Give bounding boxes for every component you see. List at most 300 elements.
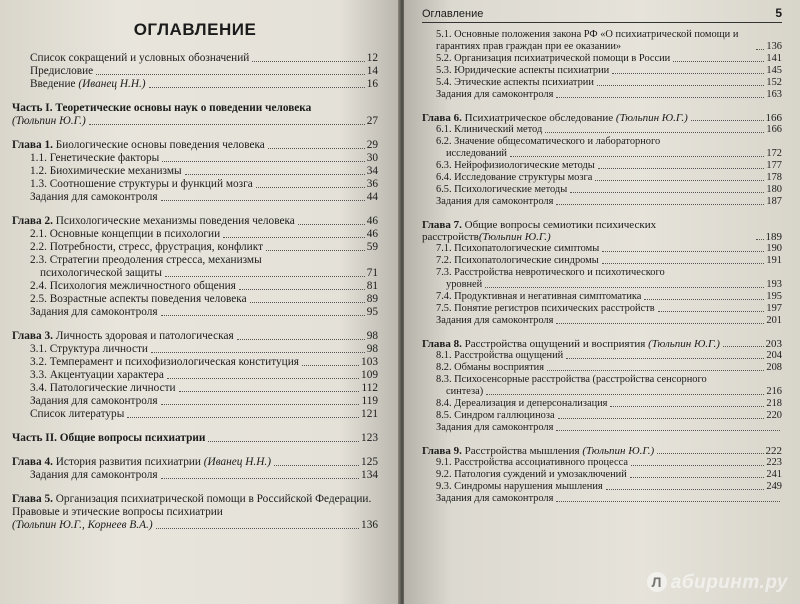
toc-page-number: 14 <box>366 65 378 77</box>
entry-text: Задания для самоконтроля <box>436 196 554 207</box>
toc-entry <box>12 469 378 482</box>
toc-page-number: 180 <box>766 184 782 195</box>
dot-leader <box>691 120 764 121</box>
toc-page-number: 152 <box>766 77 782 88</box>
toc-entry-title <box>30 382 176 395</box>
dot-leader <box>556 97 764 98</box>
dot-leader <box>597 85 764 86</box>
toc-entry-title <box>30 241 263 254</box>
toc-page-number: 222 <box>765 445 782 457</box>
dot-leader <box>237 339 365 340</box>
toc-entry-title <box>436 89 553 101</box>
toc-entry <box>422 398 782 410</box>
dot-leader <box>185 174 365 175</box>
dot-leader <box>161 200 365 201</box>
dot-leader <box>570 192 764 193</box>
running-head-title: Оглавление <box>422 8 484 20</box>
dot-leader <box>179 391 360 392</box>
chapter-label: Глава 7. <box>422 219 462 231</box>
toc-entry-title <box>12 215 295 228</box>
entry-text: 5.2. Организация психиатрической помощи в России <box>436 53 671 64</box>
toc-entry <box>422 219 782 243</box>
toc-entry-title <box>30 191 158 204</box>
toc-entry-title <box>30 152 159 165</box>
dot-leader <box>756 49 764 50</box>
toc-page-number: 119 <box>361 395 378 407</box>
entry-text: 1.1. Генетические факторы <box>30 152 160 164</box>
author-name: (Тюльпин Ю.Г.) <box>12 115 86 127</box>
chapter-title: Расстройства ощущений и восприятия <box>461 338 649 350</box>
toc-entry <box>422 172 782 184</box>
toc-entry-title <box>436 410 555 422</box>
labirint-watermark <box>647 572 788 594</box>
toc-entry-title <box>30 356 299 369</box>
chapter-title: Психологические механизмы поведения человека <box>52 215 295 227</box>
chapter-title: Личность здоровая и патологическая <box>52 330 234 342</box>
entry-text: 7.3. Расстройства невротического и психотического <box>436 267 665 278</box>
dot-leader <box>644 299 764 300</box>
toc-entry <box>422 112 782 124</box>
toc-page-number: 136 <box>361 519 378 531</box>
toc-entry-title <box>436 29 753 53</box>
chapter-title: Биологические основы поведения человека <box>52 139 265 151</box>
toc-page-number: 98 <box>366 330 378 342</box>
toc-entry-title <box>436 196 553 208</box>
toc-entry-title <box>30 178 253 191</box>
toc-entry <box>12 306 378 319</box>
page-number: 5 <box>775 6 782 20</box>
toc-page-number: 95 <box>366 306 378 318</box>
toc-entry <box>12 178 378 191</box>
entry-text: Список сокращений и условных обозначений <box>30 52 250 64</box>
entry-text: Задания для самоконтроля <box>30 306 158 318</box>
toc-entry <box>422 160 782 172</box>
toc-page-number: 27 <box>366 115 378 127</box>
toc-entry <box>12 369 378 382</box>
dot-leader <box>556 430 780 431</box>
toc-page-number: 172 <box>766 148 782 159</box>
toc-page-number: 134 <box>361 469 378 481</box>
dot-leader <box>485 287 764 288</box>
toc-entry <box>12 293 378 306</box>
toc-entry-title <box>422 445 654 457</box>
dot-leader <box>252 61 364 62</box>
author-name: (Тюльпин Ю.Г.) <box>478 231 551 243</box>
dot-leader <box>256 187 365 188</box>
dot-leader <box>156 528 359 529</box>
toc-page-number: 178 <box>766 172 782 183</box>
toc-entry-title <box>436 303 655 315</box>
toc-entry <box>422 303 782 315</box>
entry-text: 2.3. Стратегии преодоления стресса, механизмы <box>30 254 262 266</box>
toc-entry-title <box>12 139 265 152</box>
dot-leader <box>630 477 765 478</box>
toc-entry <box>422 315 782 327</box>
toc-entry <box>12 241 378 254</box>
toc-entry-title <box>436 53 670 65</box>
toc-entry-title <box>436 136 660 148</box>
toc-entry-title <box>12 115 86 128</box>
dot-leader <box>223 237 365 238</box>
dot-leader <box>756 239 764 240</box>
toc-entry-title <box>436 184 567 196</box>
toc-entry-title <box>436 422 553 434</box>
entry-text: 3.3. Акцентуации характера <box>30 369 164 381</box>
chapter-label: Глава 2. <box>12 215 53 227</box>
entry-text: 9.3. Синдромы нарушения мышления <box>436 481 603 492</box>
toc-entry-line <box>12 254 378 267</box>
toc-entry <box>12 356 378 369</box>
toc-entry-title <box>446 386 483 398</box>
entry-text: 3.1. Структура личности <box>30 343 148 355</box>
chapter-title: Организация психиатрической помощи в Российской Федерации. Правовые и этические вопросы психиатрии <box>12 493 372 518</box>
toc-entry-title <box>436 374 707 386</box>
entry-text: 8.3. Психосенсорные расстройства (расстройства сенсорного <box>436 374 707 385</box>
entry-continuation: психологической защиты <box>40 267 162 279</box>
toc-title: ОГЛАВЛЕНИЕ <box>133 20 257 39</box>
chapter-label: Глава 6. <box>422 112 462 124</box>
toc-page-number: 197 <box>766 303 782 314</box>
toc-entry <box>12 215 378 228</box>
toc-page-number: 208 <box>766 362 782 373</box>
toc-entry <box>12 280 378 293</box>
author-name: (Иванец Н.Н.) <box>203 456 271 468</box>
dot-leader <box>545 132 764 133</box>
toc-entry <box>422 422 782 434</box>
entry-text: 5.4. Этические аспекты психиатрии <box>436 77 594 88</box>
entry-text: Задания для самоконтроля <box>436 422 554 433</box>
toc-page-number: 216 <box>766 386 782 397</box>
entry-text: 6.2. Значение общесоматического и лабораторного <box>436 136 661 147</box>
toc-page-number: 30 <box>366 152 378 164</box>
toc-list-left <box>12 52 378 532</box>
toc-page-number: 46 <box>366 228 378 240</box>
chapter-label: Глава 3. <box>12 330 53 342</box>
toc-entry <box>12 115 378 128</box>
toc-entry-title <box>436 469 627 481</box>
entry-text: 2.4. Психология межличностного общения <box>30 280 236 292</box>
dot-leader <box>151 352 365 353</box>
entry-text: 9.1. Расстройства ассоциативного процесса <box>436 457 628 468</box>
toc-entry-title <box>436 160 595 172</box>
toc-page-number: 191 <box>766 255 782 266</box>
toc-page-number: 177 <box>766 160 782 171</box>
toc-page-number: 44 <box>366 191 378 203</box>
toc-entry-title <box>30 408 124 421</box>
toc-entry <box>422 291 782 303</box>
toc-entry <box>12 191 378 204</box>
toc-entry-title <box>30 306 158 319</box>
toc-page-number: 166 <box>766 124 782 135</box>
toc-entry <box>422 196 782 208</box>
toc-entry-title <box>436 362 544 374</box>
toc-entry <box>422 77 782 89</box>
dot-leader <box>673 61 764 62</box>
toc-entry <box>12 165 378 178</box>
toc-entry-title <box>30 280 236 293</box>
toc-entry-title <box>436 398 607 410</box>
toc-entry <box>422 410 782 422</box>
toc-entry <box>422 65 782 77</box>
dot-leader <box>595 180 764 181</box>
dot-leader <box>602 251 764 252</box>
toc-entry <box>12 152 378 165</box>
toc-entry <box>422 243 782 255</box>
toc-entry-title <box>436 481 603 493</box>
toc-entry-title <box>30 165 182 178</box>
dot-leader <box>510 156 764 157</box>
toc-page-number: 136 <box>766 41 782 52</box>
dot-leader <box>165 276 365 277</box>
toc-page-number: 29 <box>366 139 378 151</box>
toc-entry-title <box>30 254 262 267</box>
entry-text: 3.4. Патологические личности <box>30 382 176 394</box>
entry-text: 7.1. Психопатологические симптомы <box>436 243 600 254</box>
toc-entry-title <box>12 519 153 532</box>
toc-entry-title <box>436 350 563 362</box>
entry-text: 6.4. Исследование структуры мозга <box>436 172 593 183</box>
toc-entry <box>422 362 782 374</box>
dot-leader <box>149 87 365 88</box>
toc-entry-title <box>422 219 753 243</box>
dot-leader <box>161 315 365 316</box>
toc-entry <box>422 279 782 291</box>
dot-leader <box>566 358 764 359</box>
toc-page-number: 241 <box>766 469 782 480</box>
toc-entry <box>422 148 782 160</box>
toc-page-number: 220 <box>766 410 782 421</box>
running-head <box>422 6 782 23</box>
author-name: (Тюльпин Ю.Г.) <box>648 338 720 350</box>
chapter-title: Психиатрическое обследование <box>461 112 616 124</box>
toc-page-number: 193 <box>766 279 782 290</box>
toc-entry <box>12 267 378 280</box>
toc-page-number: 81 <box>366 280 378 292</box>
toc-entry <box>12 456 378 469</box>
toc-page-number: 141 <box>766 53 782 64</box>
dot-leader <box>602 263 765 264</box>
toc-entry <box>12 519 378 532</box>
toc-entry <box>12 228 378 241</box>
toc-entry-title <box>446 148 507 160</box>
toc-page-number: 189 <box>765 231 782 243</box>
toc-page-number: 203 <box>765 338 782 350</box>
toc-entry-title <box>436 291 641 303</box>
toc-entry-title <box>436 172 592 184</box>
part-title: Часть I. Теоретические основы наук о поведении человека <box>12 102 312 114</box>
toc-page-number: 16 <box>366 78 378 90</box>
dot-leader <box>556 204 764 205</box>
toc-entry <box>12 343 378 356</box>
author-name: (Тюльпин Ю.Г., Корнеев В.А.) <box>12 519 153 531</box>
toc-entry-title <box>30 469 158 482</box>
toc-entry <box>422 481 782 493</box>
toc-entry-title <box>436 65 609 77</box>
entry-text: 5.3. Юридические аспекты психиатрии <box>436 65 610 76</box>
dot-leader <box>167 378 359 379</box>
dot-leader <box>598 168 765 169</box>
toc-entry-title <box>12 456 271 469</box>
toc-entry-title <box>436 77 594 89</box>
dot-leader <box>486 394 764 395</box>
chapter-title: Общие вопросы семиотики психических расстройств <box>422 219 657 243</box>
entry-text: Задания для самоконтроля <box>436 493 554 504</box>
toc-entry-title <box>30 78 146 91</box>
toc-entry-title <box>30 228 220 241</box>
toc-entry-title <box>436 493 553 505</box>
toc-part-heading <box>12 102 378 115</box>
entry-text: 9.2. Патология суждений и умозаключений <box>436 469 627 480</box>
right-page <box>404 0 800 604</box>
entry-text: 6.1. Клинический метод <box>436 124 543 135</box>
toc-page-number: 112 <box>361 382 378 394</box>
toc-entry <box>12 78 378 91</box>
toc-entry-title <box>30 52 249 65</box>
chapter-label: Глава 5. <box>12 493 53 505</box>
toc-entry-title <box>422 338 720 350</box>
dot-leader <box>89 124 365 125</box>
toc-page-number: 125 <box>361 456 378 468</box>
entry-text: 5.1. Основные положения закона РФ «О психиатрической помощи и гарантиях прав граждан при ее оказании» <box>436 29 739 52</box>
toc-chapter-heading <box>12 493 378 519</box>
toc-entry-title <box>30 65 93 78</box>
part-title: Часть II. Общие вопросы психиатрии <box>12 432 206 444</box>
author-name: (Тюльпин Ю.Г.) <box>615 112 688 124</box>
toc-entry-title <box>436 457 628 469</box>
dot-leader <box>268 148 365 149</box>
dot-leader <box>161 404 360 405</box>
toc-entry <box>422 338 782 350</box>
entry-text: 1.3. Соотношение структуры и функций мозга <box>30 178 253 190</box>
toc-list-right <box>422 29 782 505</box>
toc-page-number: 121 <box>361 408 378 420</box>
toc-page-number: 190 <box>766 243 782 254</box>
toc-entry-title <box>436 255 599 267</box>
entry-text: Задания для самоконтроля <box>30 469 158 481</box>
toc-entry-title <box>30 293 247 306</box>
labirint-logo-icon: Л <box>647 572 667 592</box>
toc-entry <box>12 52 378 65</box>
toc-entry <box>422 89 782 101</box>
toc-entry-line <box>422 267 782 279</box>
entry-text: 7.4. Продуктивная и негативная симптоматика <box>436 291 642 302</box>
dot-leader <box>556 501 780 502</box>
toc-page-number: 109 <box>361 369 378 381</box>
toc-entry-title <box>436 315 553 327</box>
dot-leader <box>610 406 764 407</box>
dot-leader <box>127 417 359 418</box>
entry-text: 2.2. Потребности, стресс, фрустрация, конфликт <box>30 241 264 253</box>
dot-leader <box>274 465 359 466</box>
toc-entry-title <box>446 279 482 291</box>
toc-entry-title <box>40 267 162 280</box>
toc-entry <box>12 139 378 152</box>
toc-page-number: 103 <box>361 356 378 368</box>
entry-continuation: синтеза) <box>446 386 484 397</box>
author-name: (Иванец Н.Н.) <box>78 78 146 90</box>
toc-entry-title <box>12 330 234 343</box>
toc-page-number: 166 <box>765 112 782 124</box>
toc-entry-line <box>422 136 782 148</box>
toc-entry <box>422 493 782 505</box>
toc-page-number: 98 <box>366 343 378 355</box>
watermark-text: абиринт.ру <box>670 572 788 593</box>
dot-leader <box>239 289 365 290</box>
entry-text: 2.5. Возрастные аспекты поведения человека <box>30 293 247 305</box>
chapter-label: Глава 1. <box>12 139 53 151</box>
dot-leader <box>657 453 763 454</box>
entry-text: 6.3. Нейрофизиологические методы <box>436 160 595 171</box>
toc-page-number: 163 <box>766 89 782 100</box>
entry-continuation: исследований <box>446 148 507 159</box>
entry-text: 7.2. Психопатологические синдромы <box>436 255 599 266</box>
toc-entry-title <box>436 267 665 279</box>
entry-continuation: уровней <box>446 279 483 290</box>
chapter-label: Глава 9. <box>422 445 462 457</box>
toc-page-number: 59 <box>366 241 378 253</box>
toc-page-number: 71 <box>366 267 378 279</box>
entry-text: Задания для самоконтроля <box>436 315 554 326</box>
chapter-label: Глава 8. <box>422 338 462 350</box>
dot-leader <box>161 478 359 479</box>
toc-page-number: 34 <box>366 165 378 177</box>
chapter-label: Глава 4. <box>12 456 53 468</box>
toc-page-number: 36 <box>366 178 378 190</box>
dot-leader <box>547 370 764 371</box>
toc-entry <box>422 184 782 196</box>
dot-leader <box>658 311 765 312</box>
toc-page-number: 249 <box>766 481 782 492</box>
toc-entry-title <box>422 112 688 124</box>
toc-page-number: 145 <box>766 65 782 76</box>
toc-entry <box>422 53 782 65</box>
dot-leader <box>612 73 764 74</box>
toc-entry <box>422 469 782 481</box>
dot-leader <box>250 302 365 303</box>
entry-text: Задания для самоконтроля <box>30 395 158 407</box>
toc-entry <box>422 386 782 398</box>
toc-entry <box>422 124 782 136</box>
dot-leader <box>558 418 765 419</box>
chapter-title: История развития психиатрии <box>52 456 204 468</box>
toc-page-number: 201 <box>766 315 782 326</box>
toc-entry-title <box>12 432 205 445</box>
entry-text: 1.2. Биохимические механизмы <box>30 165 182 177</box>
toc-entry <box>12 65 378 78</box>
toc-entry <box>12 432 378 445</box>
toc-entry-line <box>422 374 782 386</box>
dot-leader <box>162 161 364 162</box>
entry-text: 2.1. Основные концепции в психологии <box>30 228 221 240</box>
dot-leader <box>266 250 365 251</box>
entry-text: 8.2. Обманы восприятия <box>436 362 545 373</box>
toc-entry-title <box>12 493 378 519</box>
toc-entry-title <box>30 395 158 408</box>
entry-text: 7.5. Понятие регистров психических расстройств <box>436 303 655 314</box>
entry-text: Список литературы <box>30 408 125 420</box>
toc-page-number: 12 <box>366 52 378 64</box>
toc-entry <box>422 445 782 457</box>
toc-page-number: 187 <box>766 196 782 207</box>
entry-text: Задания для самоконтроля <box>436 89 554 100</box>
toc-entry <box>12 382 378 395</box>
toc-entry <box>12 408 378 421</box>
entry-text: 8.4. Дереализация и деперсонализация <box>436 398 608 409</box>
dot-leader <box>556 323 764 324</box>
entry-text: 6.5. Психологические методы <box>436 184 568 195</box>
toc-entry <box>422 350 782 362</box>
entry-text: 8.5. Синдром галлюциноза <box>436 410 555 421</box>
